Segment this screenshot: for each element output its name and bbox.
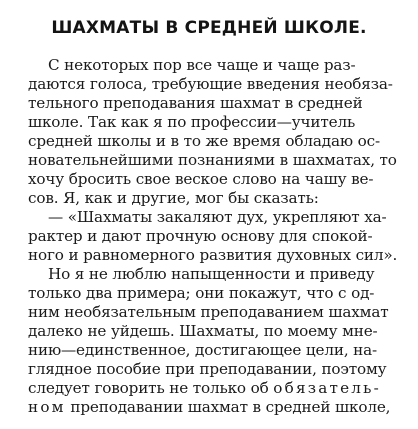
emphasis-obyazatel: обязатель- bbox=[273, 379, 381, 397]
article-title: ШАХМАТЫ В СРЕДНЕЙ ШКОЛЕ. bbox=[51, 18, 367, 38]
text-line-4: школе. Так как я по профессии—учитель bbox=[28, 113, 356, 131]
text-line-18-head: следует говорить не только об bbox=[28, 379, 274, 397]
text-line-17: глядное пособие при преподавании, поэтому bbox=[28, 360, 387, 378]
text-line-18 bbox=[28, 379, 381, 398]
text-line-19 bbox=[28, 398, 390, 417]
text-line-10: рактер и дают прочную основу для спокой- bbox=[28, 227, 373, 245]
text-line-16: нию—единственное, достигающее цели, на- bbox=[28, 341, 378, 359]
text-line-6: новательнейшими познаниями в шахматах, то bbox=[28, 151, 397, 169]
text-line-11: ного и равномерного развития духовных сил». bbox=[28, 246, 398, 264]
emphasis-nom: ном bbox=[28, 398, 66, 416]
text-line-8: сов. Я, как и другие, мог бы сказать: bbox=[28, 189, 319, 207]
text-line-2: даются голоса, требующие введения необяза- bbox=[28, 75, 393, 93]
text-line-3: тельного преподавания шахмат в средней bbox=[28, 94, 363, 112]
text-line-7: хочу бросить свое веское слово на чашу ве- bbox=[28, 170, 374, 188]
text-line-13: только два примера; они покажут, что с од- bbox=[28, 284, 375, 302]
text-line-9: — «Шахматы закаляют дух, укрепляют ха- bbox=[48, 208, 387, 226]
text-line-12: Но я не люблю напыщенности и приведу bbox=[48, 265, 375, 283]
text-line-1: С некоторых пор все чаще и чаще раз- bbox=[48, 56, 356, 74]
text-line-5: средней школы и в то же время обладаю ос- bbox=[28, 132, 380, 150]
text-line-15: далеко не уйдешь. Шахматы, по моему мне- bbox=[28, 322, 378, 340]
text-line-14: ним необязательным преподаванием шахмат bbox=[28, 303, 389, 321]
text-line-19-tail: преподавании шахмат в средней школе, bbox=[65, 398, 391, 416]
